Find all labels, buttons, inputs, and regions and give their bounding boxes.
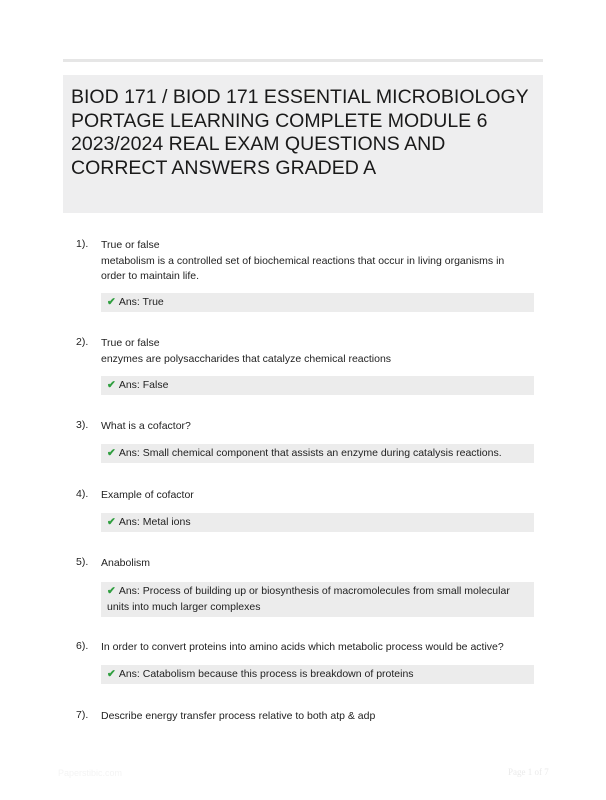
check-icon: ✔ — [107, 296, 116, 308]
answer-box — [101, 444, 534, 463]
document-title: BIOD 171 / BIOD 171 ESSENTIAL MICROBIOLOGY PORTAGE LEARNING COMPLETE MODULE 6 2023/2024 REAL EXAM QUESTIONS AND CORRECT ANSWERS GRADED A — [71, 86, 529, 179]
page-number: Page 1 of 7 — [508, 767, 549, 777]
question-text — [101, 640, 531, 656]
question-text — [101, 419, 531, 435]
footer-watermark: Paperstibic.com — [58, 768, 123, 778]
question-line: True or false — [101, 337, 160, 349]
question-number: 1). — [76, 238, 89, 250]
answer-text: Ans: Process of building up or biosynthesis of macromolecules from small molecular units into much larger complexes — [107, 585, 510, 613]
answer-text: Ans: Metal ions — [118, 516, 191, 528]
question-line: enzymes are polysaccharides that catalyze chemical reactions — [101, 352, 392, 365]
question-number: 3). — [76, 419, 89, 431]
question-number: 4). — [76, 488, 89, 500]
answer-text: Ans: False — [118, 379, 169, 391]
check-icon: ✔ — [107, 447, 116, 459]
answer-box — [101, 582, 534, 617]
question-number: 2). — [76, 336, 89, 348]
question-text — [101, 336, 531, 367]
answer-text: Ans: Catabolism because this process is breakdown of proteins — [118, 668, 414, 680]
question-line: In order to convert proteins into amino acids which metabolic process would be active? — [101, 641, 504, 653]
question-line: Example of cofactor — [101, 489, 194, 501]
answer-box — [101, 376, 534, 395]
answer-box — [101, 293, 534, 312]
question-number: 6). — [76, 640, 89, 652]
answer-text: Ans: True — [118, 296, 164, 308]
check-icon: ✔ — [107, 379, 116, 391]
question-text — [101, 238, 531, 285]
question-line: True or false — [101, 239, 160, 251]
question-text — [101, 556, 531, 572]
check-icon: ✔ — [107, 516, 116, 528]
question-line: Anabolism — [101, 557, 151, 569]
answer-text: Ans: Small chemical component that assists an enzyme during catalysis reactions. — [118, 447, 502, 459]
check-icon: ✔ — [107, 585, 116, 597]
answer-box — [101, 513, 534, 532]
question-line: metabolism is a controlled set of biochemical reactions that occur in living organisms in order to maintain life. — [101, 254, 505, 282]
answer-box — [101, 665, 534, 684]
question-number: 5). — [76, 556, 89, 568]
question-line: What is a cofactor? — [101, 420, 191, 432]
question-text — [101, 709, 531, 725]
question-number: 7). — [76, 709, 89, 721]
check-icon: ✔ — [107, 668, 116, 680]
question-text — [101, 488, 531, 504]
top-divider — [63, 59, 543, 62]
question-line: Describe energy transfer process relative to both atp & adp — [101, 710, 376, 722]
